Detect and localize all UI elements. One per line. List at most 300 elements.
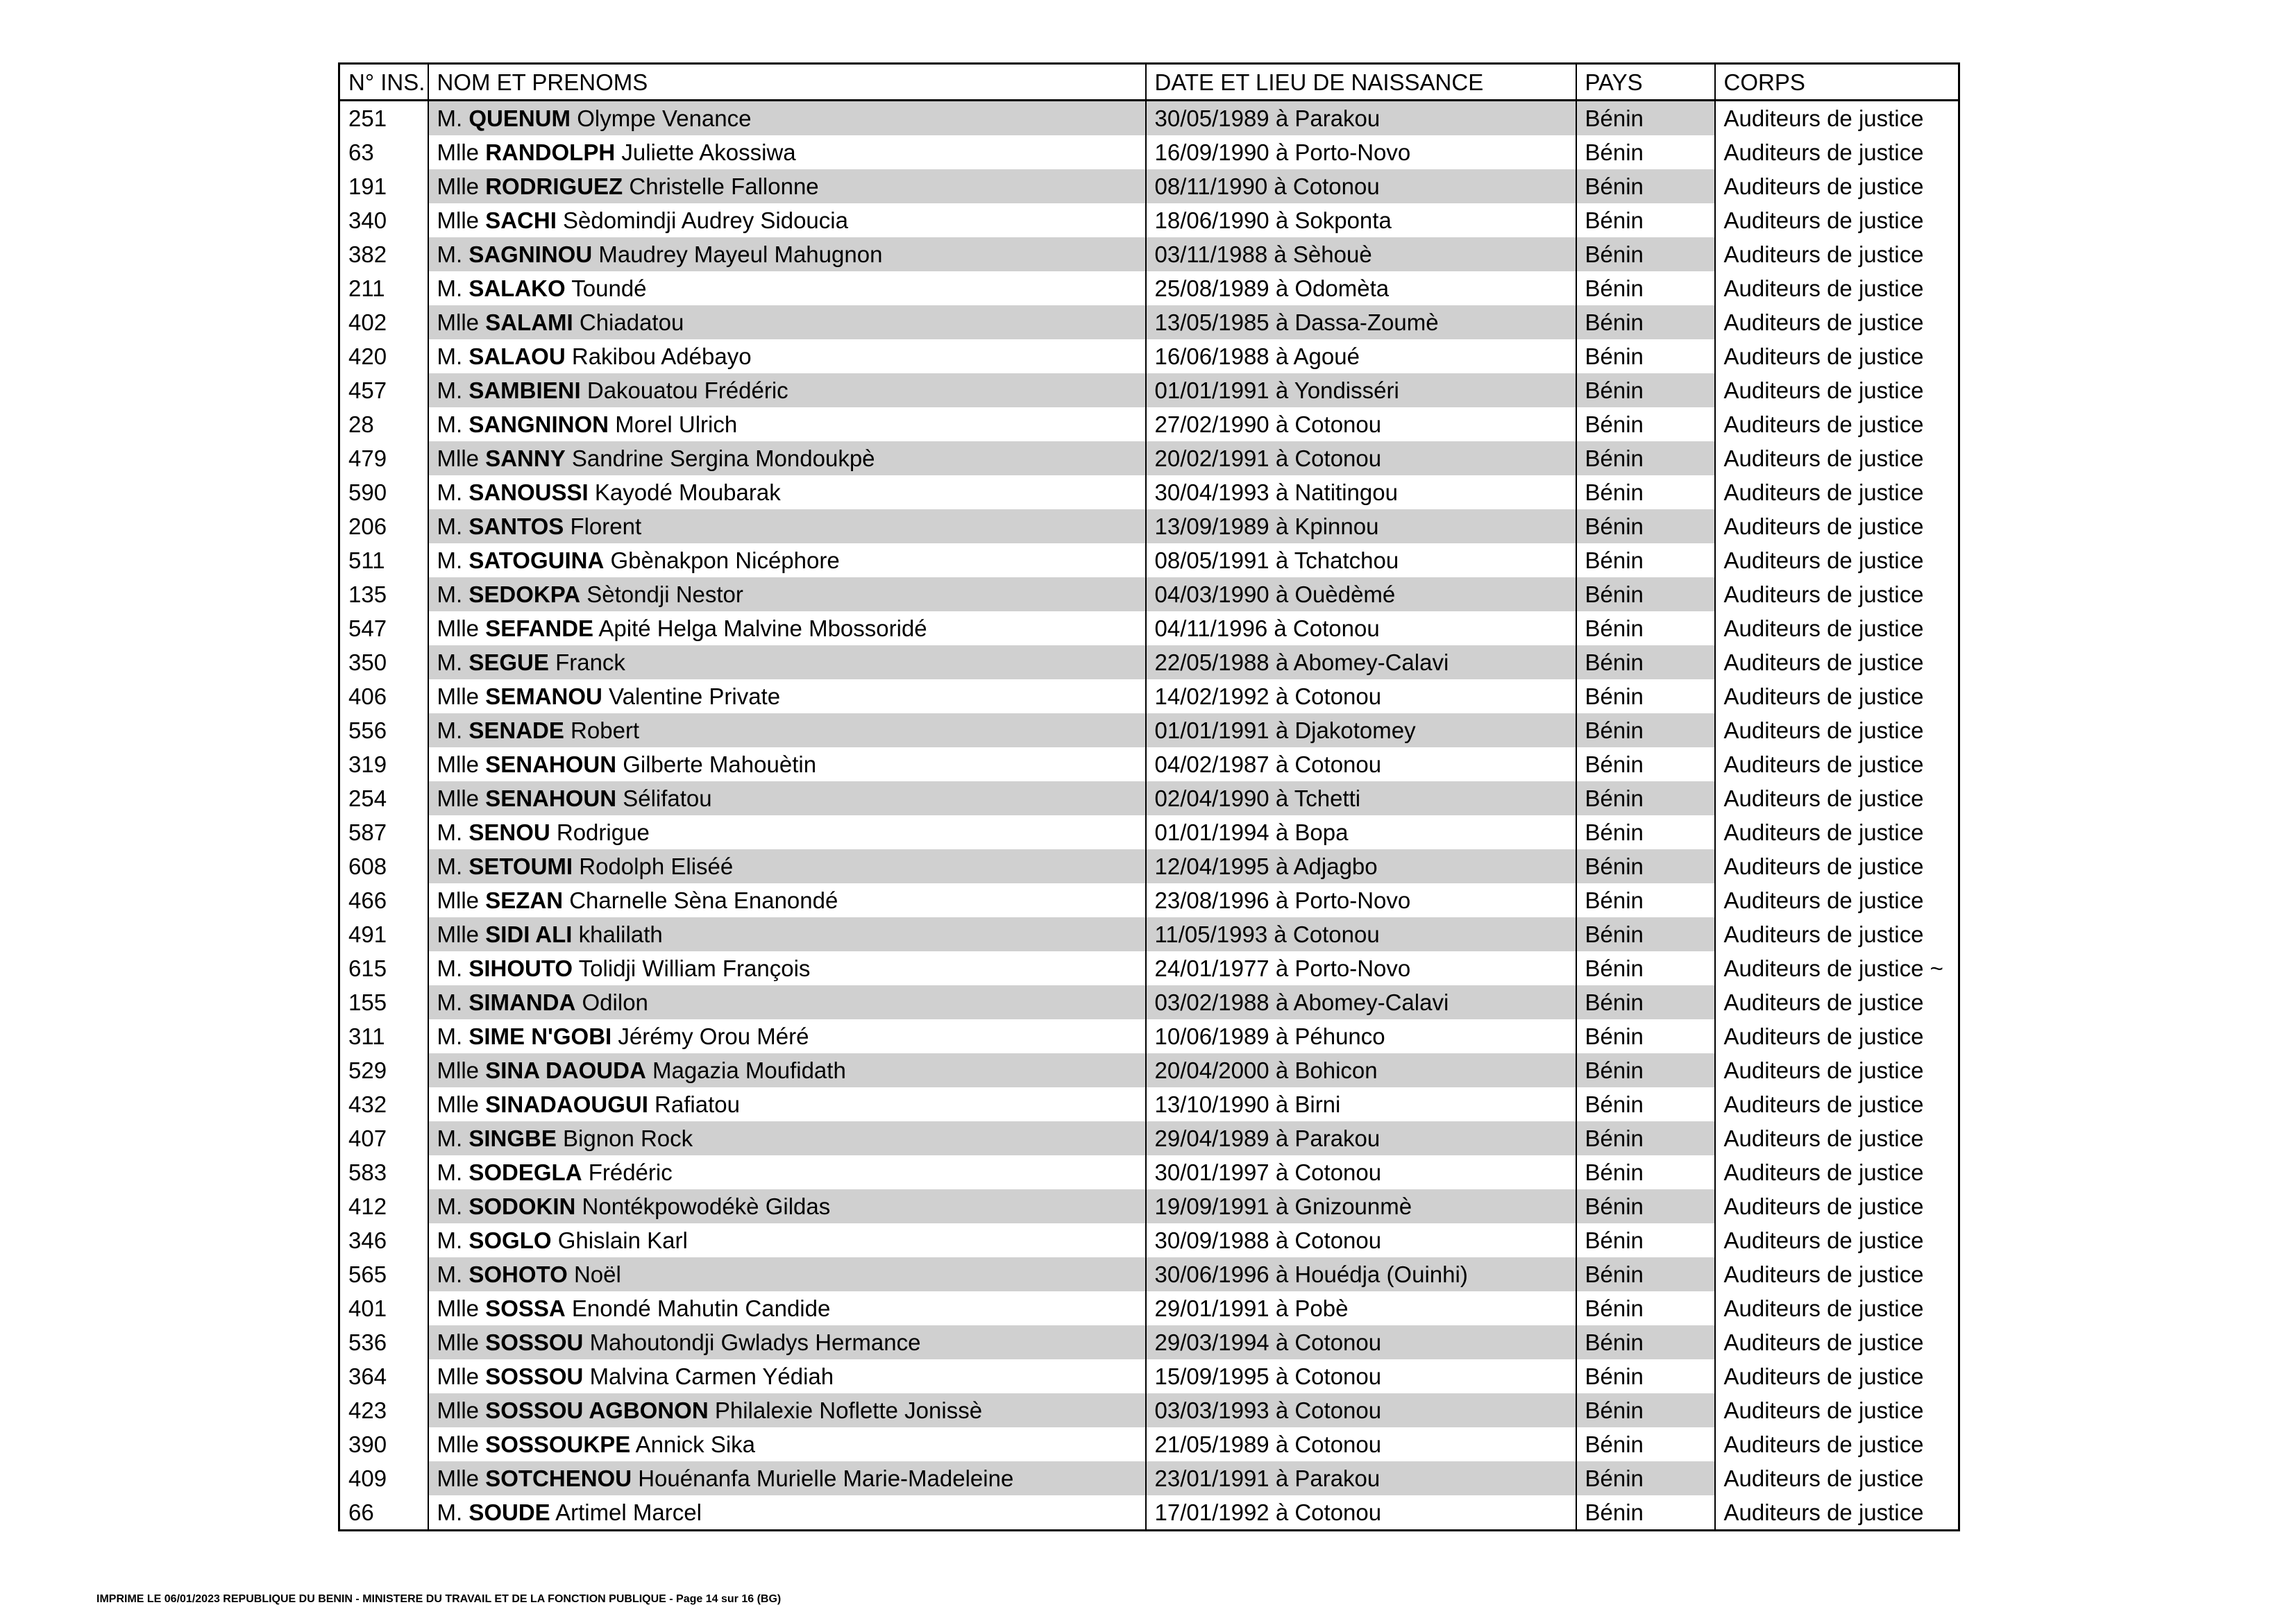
name-title: M.	[437, 547, 463, 573]
table-row	[339, 1427, 1959, 1461]
name-surname: SEFANDE	[485, 615, 594, 641]
cell-num: 420	[339, 339, 428, 373]
name-given: Sètondji Nestor	[586, 581, 743, 607]
name-given: Mahoutondji Gwladys Hermance	[589, 1329, 921, 1355]
table-row	[339, 1053, 1959, 1087]
table-row	[339, 1087, 1959, 1121]
name-given: Annick Sika	[635, 1431, 756, 1457]
name-given: Toundé	[571, 275, 647, 301]
cell-birth: 16/09/1990 à Porto-Novo	[1146, 135, 1576, 169]
cell-num: 412	[339, 1189, 428, 1223]
table-row	[339, 1393, 1959, 1427]
cell-country: Bénin	[1576, 237, 1715, 271]
cell-birth: 10/06/1989 à Péhunco	[1146, 1019, 1576, 1053]
cell-country: Bénin	[1576, 1495, 1715, 1531]
table-row	[339, 611, 1959, 645]
table-row	[339, 203, 1959, 237]
name-title: M.	[437, 343, 463, 369]
cell-name	[428, 713, 1146, 747]
cell-birth: 12/04/1995 à Adjagbo	[1146, 849, 1576, 883]
cell-num: 608	[339, 849, 428, 883]
cell-name	[428, 1427, 1146, 1461]
name-surname: SOSSA	[485, 1295, 566, 1321]
cell-country: Bénin	[1576, 305, 1715, 339]
name-surname: SENADE	[469, 717, 564, 743]
cell-num: 615	[339, 951, 428, 985]
name-title: M.	[437, 377, 463, 403]
table-row	[339, 849, 1959, 883]
cell-country: Bénin	[1576, 441, 1715, 475]
cell-country: Bénin	[1576, 1427, 1715, 1461]
table-row	[339, 815, 1959, 849]
name-title: M.	[437, 1159, 463, 1185]
cell-corps: Auditeurs de justice	[1715, 135, 1959, 169]
name-surname: SIHOUTO	[469, 955, 573, 981]
name-surname: SINA DAOUDA	[485, 1057, 646, 1083]
table-row	[339, 713, 1959, 747]
cell-num: 590	[339, 475, 428, 509]
name-title: Mlle	[437, 173, 480, 199]
cell-country: Bénin	[1576, 1223, 1715, 1257]
cell-country: Bénin	[1576, 1087, 1715, 1121]
cell-country: Bénin	[1576, 1019, 1715, 1053]
table-row	[339, 1291, 1959, 1325]
cell-birth: 30/09/1988 à Cotonou	[1146, 1223, 1576, 1257]
header-name: NOM ET PRENOMS	[428, 64, 1146, 101]
cell-name	[428, 203, 1146, 237]
name-title: M.	[437, 513, 463, 539]
name-given: Maudrey Mayeul Mahugnon	[598, 241, 883, 267]
cell-corps: Auditeurs de justice	[1715, 917, 1959, 951]
cell-num: 583	[339, 1155, 428, 1189]
cell-corps: Auditeurs de justice	[1715, 339, 1959, 373]
name-surname: SINGBE	[469, 1125, 557, 1151]
cell-country: Bénin	[1576, 169, 1715, 203]
name-surname: SANGNINON	[469, 411, 609, 437]
cell-name	[428, 1495, 1146, 1531]
header-country: PAYS	[1576, 64, 1715, 101]
cell-corps: Auditeurs de justice	[1715, 679, 1959, 713]
cell-country: Bénin	[1576, 781, 1715, 815]
cell-birth: 13/10/1990 à Birni	[1146, 1087, 1576, 1121]
table-row	[339, 917, 1959, 951]
name-surname: SOSSOU	[485, 1329, 584, 1355]
cell-corps: Auditeurs de justice	[1715, 543, 1959, 577]
cell-country: Bénin	[1576, 1291, 1715, 1325]
cell-name	[428, 1155, 1146, 1189]
cell-birth: 27/02/1990 à Cotonou	[1146, 407, 1576, 441]
cell-corps: Auditeurs de justice ~	[1715, 951, 1959, 985]
cell-num: 63	[339, 135, 428, 169]
cell-num: 251	[339, 101, 428, 136]
name-given: Franck	[555, 649, 625, 675]
cell-name	[428, 271, 1146, 305]
cell-name	[428, 1291, 1146, 1325]
name-surname: SOSSOU AGBONON	[485, 1397, 709, 1423]
name-surname: SEMANOU	[485, 683, 602, 709]
cell-corps: Auditeurs de justice	[1715, 1461, 1959, 1495]
cell-name	[428, 543, 1146, 577]
cell-num: 382	[339, 237, 428, 271]
name-given: khalilath	[578, 921, 663, 947]
name-title: Mlle	[437, 207, 480, 233]
cell-num: 191	[339, 169, 428, 203]
cell-country: Bénin	[1576, 407, 1715, 441]
cell-name	[428, 1121, 1146, 1155]
cell-name	[428, 985, 1146, 1019]
name-title: Mlle	[437, 1329, 480, 1355]
cell-country: Bénin	[1576, 985, 1715, 1019]
cell-num: 135	[339, 577, 428, 611]
name-title: Mlle	[437, 1431, 480, 1457]
header-row	[339, 64, 1959, 101]
cell-name	[428, 917, 1146, 951]
cell-birth: 20/02/1991 à Cotonou	[1146, 441, 1576, 475]
cell-name	[428, 1359, 1146, 1393]
name-title: Mlle	[437, 139, 480, 165]
name-title: Mlle	[437, 1091, 480, 1117]
cell-birth: 20/04/2000 à Bohicon	[1146, 1053, 1576, 1087]
cell-corps: Auditeurs de justice	[1715, 1087, 1959, 1121]
table-row	[339, 883, 1959, 917]
cell-num: 556	[339, 713, 428, 747]
cell-corps: Auditeurs de justice	[1715, 985, 1959, 1019]
name-title: M.	[437, 241, 463, 267]
cell-corps: Auditeurs de justice	[1715, 1019, 1959, 1053]
table-row	[339, 781, 1959, 815]
cell-num: 254	[339, 781, 428, 815]
header-num: N° INS.	[339, 64, 428, 101]
cell-country: Bénin	[1576, 1053, 1715, 1087]
cell-country: Bénin	[1576, 101, 1715, 136]
name-title: Mlle	[437, 615, 480, 641]
cell-num: 423	[339, 1393, 428, 1427]
cell-num: 319	[339, 747, 428, 781]
cell-corps: Auditeurs de justice	[1715, 203, 1959, 237]
cell-country: Bénin	[1576, 203, 1715, 237]
cell-country: Bénin	[1576, 577, 1715, 611]
cell-country: Bénin	[1576, 1121, 1715, 1155]
cell-birth: 11/05/1993 à Cotonou	[1146, 917, 1576, 951]
table-row	[339, 1223, 1959, 1257]
table-row	[339, 679, 1959, 713]
cell-num: 587	[339, 815, 428, 849]
cell-birth: 30/05/1989 à Parakou	[1146, 101, 1576, 136]
name-surname: SALAKO	[469, 275, 566, 301]
name-title: M.	[437, 649, 463, 675]
table-row	[339, 543, 1959, 577]
name-surname: SANTOS	[469, 513, 564, 539]
name-title: M.	[437, 411, 463, 437]
cell-corps: Auditeurs de justice	[1715, 1427, 1959, 1461]
name-title: Mlle	[437, 751, 480, 777]
table-row	[339, 1257, 1959, 1291]
cell-corps: Auditeurs de justice	[1715, 271, 1959, 305]
name-given: Sèdomindji Audrey Sidoucia	[563, 207, 848, 233]
cell-corps: Auditeurs de justice	[1715, 509, 1959, 543]
cell-birth: 30/01/1997 à Cotonou	[1146, 1155, 1576, 1189]
cell-name	[428, 781, 1146, 815]
name-title: Mlle	[437, 1397, 480, 1423]
name-given: Gilberte Mahouètin	[623, 751, 817, 777]
table-row	[339, 169, 1959, 203]
cell-name	[428, 611, 1146, 645]
name-title: M.	[437, 1125, 463, 1151]
cell-name	[428, 849, 1146, 883]
name-title: Mlle	[437, 309, 480, 335]
cell-corps: Auditeurs de justice	[1715, 1291, 1959, 1325]
cell-name	[428, 645, 1146, 679]
cell-birth: 03/11/1988 à Sèhouè	[1146, 237, 1576, 271]
name-title: M.	[437, 275, 463, 301]
cell-num: 457	[339, 373, 428, 407]
cell-corps: Auditeurs de justice	[1715, 1121, 1959, 1155]
cell-num: 409	[339, 1461, 428, 1495]
name-given: Magazia Moufidath	[652, 1057, 846, 1083]
cell-num: 565	[339, 1257, 428, 1291]
table-row	[339, 1155, 1959, 1189]
cell-birth: 14/02/1992 à Cotonou	[1146, 679, 1576, 713]
cell-corps: Auditeurs de justice	[1715, 373, 1959, 407]
cell-name	[428, 339, 1146, 373]
name-surname: SOHOTO	[469, 1261, 568, 1287]
cell-birth: 08/05/1991 à Tchatchou	[1146, 543, 1576, 577]
cell-birth: 30/06/1996 à Houédja (Ouinhi)	[1146, 1257, 1576, 1291]
cell-birth: 03/03/1993 à Cotonou	[1146, 1393, 1576, 1427]
cell-corps: Auditeurs de justice	[1715, 101, 1959, 136]
name-given: Florent	[570, 513, 642, 539]
name-surname: SEGUE	[469, 649, 549, 675]
cell-country: Bénin	[1576, 1359, 1715, 1393]
name-surname: SANOUSSI	[469, 479, 589, 505]
name-title: M.	[437, 1227, 463, 1253]
name-given: Rodrigue	[556, 819, 650, 845]
cell-country: Bénin	[1576, 1393, 1715, 1427]
name-title: Mlle	[437, 1363, 480, 1389]
cell-corps: Auditeurs de justice	[1715, 1495, 1959, 1531]
name-surname: SODOKIN	[469, 1193, 576, 1219]
header-birth: DATE ET LIEU DE NAISSANCE	[1146, 64, 1576, 101]
cell-name	[428, 951, 1146, 985]
cell-corps: Auditeurs de justice	[1715, 475, 1959, 509]
name-surname: SANNY	[485, 445, 566, 471]
cell-name	[428, 305, 1146, 339]
cell-num: 529	[339, 1053, 428, 1087]
name-surname: SEZAN	[485, 887, 564, 913]
cell-name	[428, 883, 1146, 917]
candidates-table	[338, 62, 1960, 1531]
cell-birth: 24/01/1977 à Porto-Novo	[1146, 951, 1576, 985]
name-title: Mlle	[437, 683, 480, 709]
name-given: Rafiatou	[655, 1091, 740, 1117]
name-title: Mlle	[437, 785, 480, 811]
cell-birth: 29/04/1989 à Parakou	[1146, 1121, 1576, 1155]
table-row	[339, 441, 1959, 475]
cell-birth: 25/08/1989 à Odomèta	[1146, 271, 1576, 305]
name-surname: SIDI ALI	[485, 921, 573, 947]
cell-birth: 03/02/1988 à Abomey-Calavi	[1146, 985, 1576, 1019]
name-given: Houénanfa Murielle Marie-Madeleine	[638, 1465, 1014, 1491]
cell-birth: 01/01/1991 à Yondisséri	[1146, 373, 1576, 407]
cell-birth: 17/01/1992 à Cotonou	[1146, 1495, 1576, 1531]
name-surname: SOSSOUKPE	[485, 1431, 631, 1457]
name-given: Artimel Marcel	[555, 1499, 702, 1525]
cell-name	[428, 1325, 1146, 1359]
table-row	[339, 1461, 1959, 1495]
cell-name	[428, 1393, 1146, 1427]
cell-name	[428, 815, 1146, 849]
cell-country: Bénin	[1576, 271, 1715, 305]
table-row	[339, 645, 1959, 679]
cell-country: Bénin	[1576, 849, 1715, 883]
cell-name	[428, 1189, 1146, 1223]
cell-country: Bénin	[1576, 339, 1715, 373]
cell-corps: Auditeurs de justice	[1715, 849, 1959, 883]
table-row	[339, 101, 1959, 136]
table-row	[339, 237, 1959, 271]
cell-birth: 02/04/1990 à Tchetti	[1146, 781, 1576, 815]
name-surname: SOUDE	[469, 1499, 550, 1525]
table-row	[339, 747, 1959, 781]
cell-name	[428, 169, 1146, 203]
name-surname: SIMANDA	[469, 989, 576, 1015]
cell-corps: Auditeurs de justice	[1715, 1189, 1959, 1223]
name-given: Valentine Private	[609, 683, 781, 709]
cell-num: 491	[339, 917, 428, 951]
name-title: M.	[437, 819, 463, 845]
cell-name	[428, 441, 1146, 475]
name-surname: SENAHOUN	[485, 751, 617, 777]
cell-country: Bénin	[1576, 611, 1715, 645]
name-given: Malvina Carmen Yédiah	[589, 1363, 834, 1389]
cell-corps: Auditeurs de justice	[1715, 169, 1959, 203]
cell-corps: Auditeurs de justice	[1715, 441, 1959, 475]
cell-country: Bénin	[1576, 1155, 1715, 1189]
table-row	[339, 509, 1959, 543]
table-row	[339, 271, 1959, 305]
cell-num: 479	[339, 441, 428, 475]
cell-num: 547	[339, 611, 428, 645]
name-given: Gbènakpon Nicéphore	[610, 547, 840, 573]
cell-birth: 01/01/1991 à Djakotomey	[1146, 713, 1576, 747]
cell-corps: Auditeurs de justice	[1715, 747, 1959, 781]
name-title: M.	[437, 581, 463, 607]
cell-corps: Auditeurs de justice	[1715, 1325, 1959, 1359]
cell-birth: 04/11/1996 à Cotonou	[1146, 611, 1576, 645]
name-surname: SOGLO	[469, 1227, 552, 1253]
cell-corps: Auditeurs de justice	[1715, 1155, 1959, 1189]
name-surname: SINADAOUGUI	[485, 1091, 648, 1117]
cell-country: Bénin	[1576, 373, 1715, 407]
cell-corps: Auditeurs de justice	[1715, 611, 1959, 645]
name-title: M.	[437, 955, 463, 981]
cell-corps: Auditeurs de justice	[1715, 815, 1959, 849]
name-surname: SEDOKPA	[469, 581, 581, 607]
name-given: Morel Ulrich	[615, 411, 738, 437]
name-surname: SALAMI	[485, 309, 573, 335]
cell-country: Bénin	[1576, 135, 1715, 169]
header-corps: CORPS	[1715, 64, 1959, 101]
name-surname: SAGNINOU	[469, 241, 593, 267]
name-title: Mlle	[437, 1295, 480, 1321]
cell-name	[428, 1461, 1146, 1495]
table-row	[339, 1325, 1959, 1359]
table-row	[339, 1121, 1959, 1155]
cell-corps: Auditeurs de justice	[1715, 1223, 1959, 1257]
name-title: M.	[437, 1193, 463, 1219]
name-surname: SALAOU	[469, 343, 566, 369]
table-row	[339, 1495, 1959, 1531]
name-given: Charnelle Sèna Enanondé	[569, 887, 838, 913]
table-row	[339, 577, 1959, 611]
cell-birth: 23/01/1991 à Parakou	[1146, 1461, 1576, 1495]
cell-country: Bénin	[1576, 747, 1715, 781]
name-given: Rodolph Eliséé	[579, 853, 734, 879]
cell-corps: Auditeurs de justice	[1715, 1393, 1959, 1427]
cell-num: 432	[339, 1087, 428, 1121]
table-row	[339, 1189, 1959, 1223]
cell-name	[428, 509, 1146, 543]
name-given: Enondé Mahutin Candide	[571, 1295, 831, 1321]
table-row	[339, 305, 1959, 339]
cell-num: 155	[339, 985, 428, 1019]
name-title: M.	[437, 717, 463, 743]
name-given: Sandrine Sergina Mondoukpè	[571, 445, 875, 471]
cell-birth: 30/04/1993 à Natitingou	[1146, 475, 1576, 509]
cell-num: 402	[339, 305, 428, 339]
cell-name	[428, 747, 1146, 781]
cell-country: Bénin	[1576, 713, 1715, 747]
name-given: Nontékpowodékè Gildas	[582, 1193, 831, 1219]
cell-birth: 13/09/1989 à Kpinnou	[1146, 509, 1576, 543]
table-row	[339, 1019, 1959, 1053]
name-surname: SENOU	[469, 819, 550, 845]
name-given: Ghislain Karl	[557, 1227, 688, 1253]
cell-birth: 04/03/1990 à Ouèdèmé	[1146, 577, 1576, 611]
cell-name	[428, 407, 1146, 441]
cell-country: Bénin	[1576, 543, 1715, 577]
name-title: Mlle	[437, 921, 480, 947]
cell-num: 66	[339, 1495, 428, 1531]
cell-country: Bénin	[1576, 917, 1715, 951]
name-title: M.	[437, 1499, 463, 1525]
name-surname: QUENUM	[469, 105, 571, 131]
name-title: M.	[437, 853, 463, 879]
name-surname: SODEGLA	[469, 1159, 582, 1185]
name-surname: SETOUMI	[469, 853, 573, 879]
cell-corps: Auditeurs de justice	[1715, 407, 1959, 441]
cell-name	[428, 373, 1146, 407]
name-given: Olympe Venance	[577, 105, 752, 131]
name-given: Philalexie Noflette Jonissè	[714, 1397, 983, 1423]
cell-corps: Auditeurs de justice	[1715, 305, 1959, 339]
cell-country: Bénin	[1576, 509, 1715, 543]
cell-name	[428, 679, 1146, 713]
cell-corps: Auditeurs de justice	[1715, 577, 1959, 611]
cell-num: 350	[339, 645, 428, 679]
cell-name	[428, 237, 1146, 271]
cell-name	[428, 135, 1146, 169]
cell-num: 28	[339, 407, 428, 441]
cell-name	[428, 101, 1146, 136]
name-given: Frédéric	[588, 1159, 673, 1185]
cell-name	[428, 1223, 1146, 1257]
name-given: Kayodé Moubarak	[594, 479, 781, 505]
cell-corps: Auditeurs de justice	[1715, 713, 1959, 747]
table-row	[339, 951, 1959, 985]
cell-name	[428, 577, 1146, 611]
cell-birth: 19/09/1991 à Gnizounmè	[1146, 1189, 1576, 1223]
